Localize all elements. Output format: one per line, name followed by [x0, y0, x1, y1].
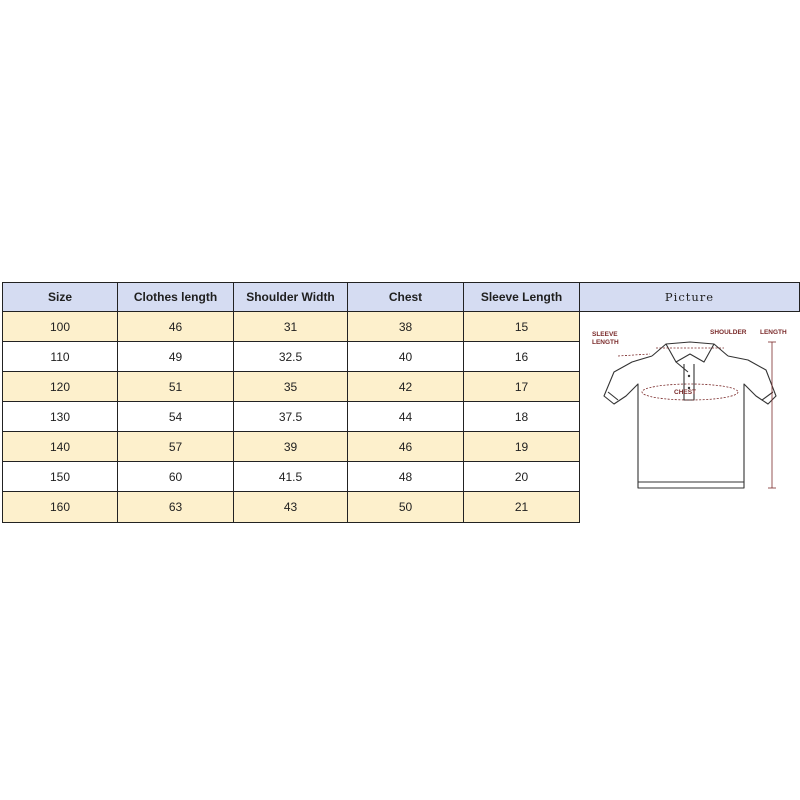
cell-clothes-length: 46 [118, 312, 234, 342]
cell-size: 110 [3, 342, 118, 372]
chest-label: CHEST [674, 389, 697, 396]
cell-size: 160 [3, 492, 118, 522]
cell-shoulder-width: 35 [234, 372, 348, 402]
cell-size: 120 [3, 372, 118, 402]
cell-chest: 38 [348, 312, 464, 342]
cell-shoulder-width: 39 [234, 432, 348, 462]
header-size: Size [3, 283, 118, 312]
cell-size: 130 [3, 402, 118, 432]
cell-sleeve-length: 16 [464, 342, 580, 372]
cell-clothes-length: 57 [118, 432, 234, 462]
cell-size: 140 [3, 432, 118, 462]
cell-size: 100 [3, 312, 118, 342]
cell-clothes-length: 51 [118, 372, 234, 402]
cell-sleeve-length: 19 [464, 432, 580, 462]
table-header-row [3, 283, 800, 312]
cell-sleeve-length: 17 [464, 372, 580, 402]
cell-sleeve-length: 18 [464, 402, 580, 432]
cell-chest: 42 [348, 372, 464, 402]
cell-clothes-length: 60 [118, 462, 234, 492]
cell-shoulder-width: 32.5 [234, 342, 348, 372]
header-clothes-length: Clothes length [118, 283, 234, 312]
cell-shoulder-width: 37.5 [234, 402, 348, 432]
header-chest: Chest [348, 283, 464, 312]
shoulder-label: SHOULDER [710, 329, 747, 336]
cell-shoulder-width: 31 [234, 312, 348, 342]
cell-clothes-length: 49 [118, 342, 234, 372]
header-shoulder-width: Shoulder Width [234, 283, 348, 312]
size-chart-table [2, 282, 800, 523]
sleeve-label-line1: SLEEVE [592, 331, 618, 338]
header-picture: Picture [580, 283, 800, 312]
cell-chest: 48 [348, 462, 464, 492]
cell-chest: 50 [348, 492, 464, 522]
cell-chest: 44 [348, 402, 464, 432]
cell-sleeve-length: 15 [464, 312, 580, 342]
cell-clothes-length: 63 [118, 492, 234, 522]
length-label: LENGTH [760, 329, 787, 336]
cell-size: 150 [3, 462, 118, 492]
cell-chest: 46 [348, 432, 464, 462]
cell-shoulder-width: 43 [234, 492, 348, 522]
table-row [3, 312, 800, 342]
cell-sleeve-length: 20 [464, 462, 580, 492]
picture-cell [580, 312, 800, 523]
cell-clothes-length: 54 [118, 402, 234, 432]
cell-shoulder-width: 41.5 [234, 462, 348, 492]
polo-shirt-diagram [580, 312, 798, 522]
cell-sleeve-length: 21 [464, 492, 580, 522]
header-sleeve-length: Sleeve Length [464, 283, 580, 312]
cell-chest: 40 [348, 342, 464, 372]
sleeve-label-line2: LENGTH [592, 339, 619, 346]
